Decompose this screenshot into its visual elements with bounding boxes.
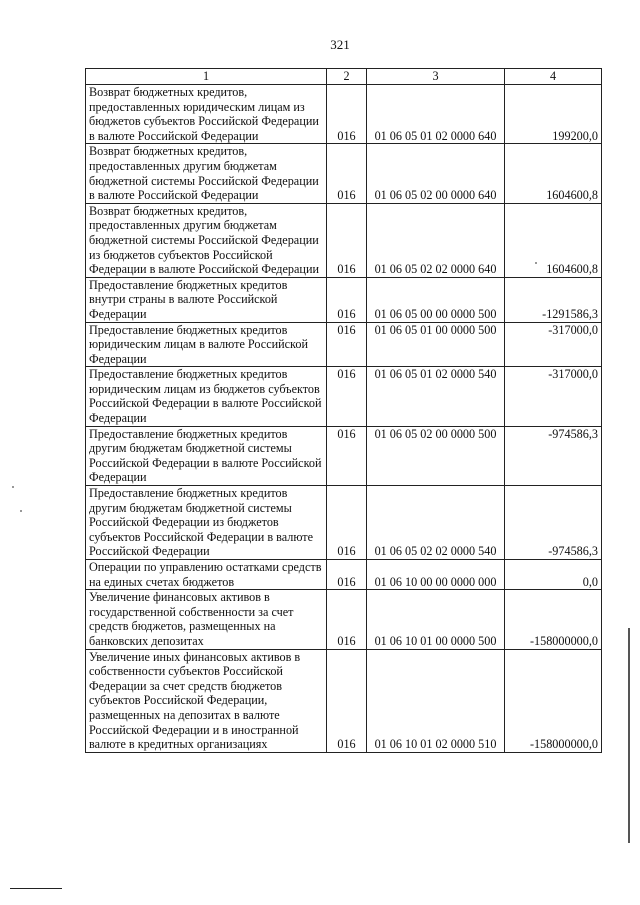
row-amount: 1604600,8 — [505, 203, 602, 277]
row-admin-code: 016 — [327, 590, 367, 649]
row-budget-code: 01 06 05 01 02 0000 540 — [367, 367, 505, 426]
table-header-row — [86, 69, 602, 85]
row-budget-code: 01 06 05 02 02 0000 640 — [367, 203, 505, 277]
row-amount: -158000000,0 — [505, 649, 602, 752]
table-row — [86, 367, 602, 426]
table-row — [86, 277, 602, 322]
row-admin-code: 016 — [327, 560, 367, 590]
row-admin-code: 016 — [327, 649, 367, 752]
column-header-amount: 4 — [505, 69, 602, 85]
row-amount: -317000,0 — [505, 367, 602, 426]
row-name: Возврат бюджетных кредитов, предоставленных юридическим лицам из бюджетов субъектов Российской Федерации в валюте Российской Федерации — [86, 85, 327, 144]
scan-speck — [535, 262, 537, 264]
table-row — [86, 322, 602, 367]
row-admin-code: 016 — [327, 144, 367, 203]
scan-edge-mark — [628, 628, 630, 843]
row-amount: -974586,3 — [505, 426, 602, 485]
column-header-budget-code: 3 — [367, 69, 505, 85]
row-amount: -1291586,3 — [505, 277, 602, 322]
row-budget-code: 01 06 05 02 02 0000 540 — [367, 486, 505, 560]
scan-speck — [20, 510, 22, 512]
table-row — [86, 486, 602, 560]
footnote-rule — [10, 888, 62, 889]
row-admin-code: 016 — [327, 277, 367, 322]
row-budget-code: 01 06 05 01 00 0000 500 — [367, 322, 505, 367]
row-admin-code: 016 — [327, 426, 367, 485]
row-name: Предоставление бюджетных кредитов юридическим лицам из бюджетов субъектов Российской Федерации в валюте Российской Федерации — [86, 367, 327, 426]
table-row — [86, 649, 602, 752]
row-name: Предоставление бюджетных кредитов другим бюджетам бюджетной системы Российской Федерации в валюте Российской Федерации — [86, 426, 327, 485]
scan-speck — [12, 486, 14, 488]
table-row — [86, 426, 602, 485]
row-budget-code: 01 06 05 00 00 0000 500 — [367, 277, 505, 322]
row-amount: 0,0 — [505, 560, 602, 590]
table-row — [86, 85, 602, 144]
row-admin-code: 016 — [327, 85, 367, 144]
row-budget-code: 01 06 10 01 02 0000 510 — [367, 649, 505, 752]
row-name: Операции по управлению остатками средств на единых счетах бюджетов — [86, 560, 327, 590]
row-name: Возврат бюджетных кредитов, предоставленных другим бюджетам бюджетной системы Российской Федерации из бюджетов субъектов Российской Федерации в валюте Российской Федерации — [86, 203, 327, 277]
column-header-name: 1 — [86, 69, 327, 85]
row-amount: 199200,0 — [505, 85, 602, 144]
row-admin-code: 016 — [327, 203, 367, 277]
table-row — [86, 203, 602, 277]
row-name: Увеличение финансовых активов в государственной собственности за счет средств бюджетов, размещенных на банковских депозитах — [86, 590, 327, 649]
row-admin-code: 016 — [327, 367, 367, 426]
row-budget-code: 01 06 10 00 00 0000 000 — [367, 560, 505, 590]
table-row — [86, 590, 602, 649]
table-row — [86, 144, 602, 203]
row-name: Увеличение иных финансовых активов в собственности субъектов Российской Федерации за счет средств бюджетов субъектов Российской Федерации, размещенных на депозитах в валюте Российской Федерации и в иностранной валюте в кредитных организациях — [86, 649, 327, 752]
row-name: Предоставление бюджетных кредитов юридическим лицам в валюте Российской Федерации — [86, 322, 327, 367]
row-budget-code: 01 06 05 02 00 0000 500 — [367, 426, 505, 485]
table-row — [86, 560, 602, 590]
column-header-admin-code: 2 — [327, 69, 367, 85]
row-budget-code: 01 06 10 01 00 0000 500 — [367, 590, 505, 649]
row-admin-code: 016 — [327, 322, 367, 367]
row-amount: 1604600,8 — [505, 144, 602, 203]
page-number: 321 — [330, 37, 350, 52]
row-name: Предоставление бюджетных кредитов внутри страны в валюте Российской Федерации — [86, 277, 327, 322]
row-name: Предоставление бюджетных кредитов другим бюджетам бюджетной системы Российской Федерации из бюджетов субъектов Российской Федерации в валюте Российской Федерации — [86, 486, 327, 560]
row-amount: -317000,0 — [505, 322, 602, 367]
row-amount: -974586,3 — [505, 486, 602, 560]
row-amount: -158000000,0 — [505, 590, 602, 649]
budget-sources-table — [85, 68, 602, 753]
row-budget-code: 01 06 05 02 00 0000 640 — [367, 144, 505, 203]
row-name: Возврат бюджетных кредитов, предоставленных другим бюджетам бюджетной системы Российской Федерации в валюте Российской Федерации — [86, 144, 327, 203]
row-budget-code: 01 06 05 01 02 0000 640 — [367, 85, 505, 144]
row-admin-code: 016 — [327, 486, 367, 560]
